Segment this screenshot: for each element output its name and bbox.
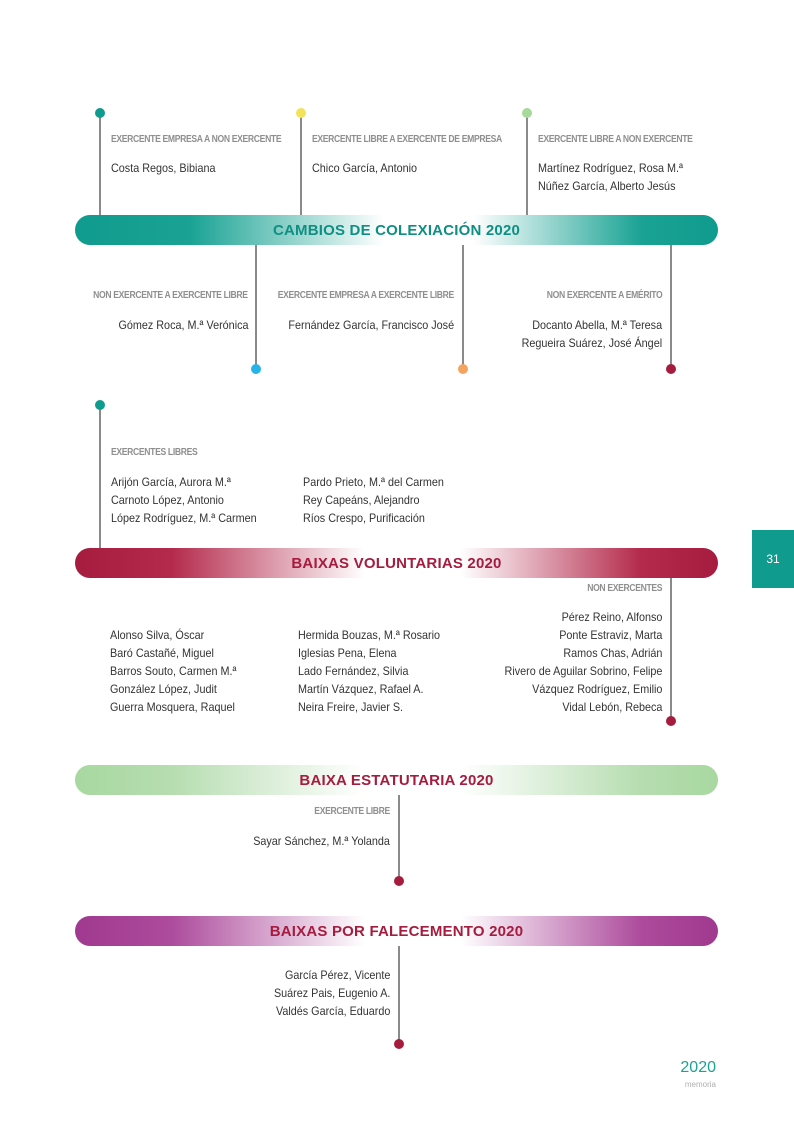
name-list [118,316,248,334]
footer-word: memoria [684,1080,716,1089]
section-title: CAMBIOS DE COLEXIACIÓN 2020 [272,221,521,239]
person-name: Martínez Rodríguez, Rosa M.ª [538,161,684,175]
person-name: Ríos Crespo, Purificación [303,511,425,525]
timeline-connector [526,113,528,215]
person-name: López Rodríguez, M.ª Carmen [111,511,257,525]
person-name: Pardo Prieto, M.ª del Carmen [303,475,444,489]
category-label: EXERCENTE EMPRESA A EXERCENTE LIBRE [277,290,454,301]
timeline-connector [398,946,400,1044]
section-banner-voluntarias [75,548,718,578]
person-name: Docanto Abella, M.ª Teresa [532,318,662,332]
footer-year: 2020 [680,1059,716,1076]
person-name: Arijón García, Aurora M.ª [111,475,231,489]
page-number: 31 [766,552,780,566]
person-name: Iglesias Pena, Elena [298,646,397,660]
name-list [522,316,662,352]
name-list [253,832,390,850]
category-label: EXERCENTES LIBRES [111,447,198,458]
person-name: Baró Castañé, Miguel [110,646,214,660]
name-list [110,626,236,716]
name-list [312,159,417,177]
name-list [298,626,440,716]
person-name: Ramos Chas, Adrián [562,646,662,660]
category-label: EXERCENTE EMPRESA A NON EXERCENTE [111,134,282,145]
person-name: Sayar Sánchez, M.ª Yolanda [253,834,390,848]
name-list [111,159,215,177]
category-label: NON EXERCENTE A EMÉRITO [546,290,662,301]
section-title: BAIXAS VOLUNTARIAS 2020 [291,554,502,572]
person-name: Neira Freire, Javier S. [298,700,404,714]
person-name: Pérez Reino, Alfonso [561,610,662,624]
section-banner-cambios [75,215,718,245]
section-banner-falecemento [75,916,718,946]
category-label: EXERCENTE LIBRE A NON EXERCENTE [538,134,693,145]
person-name: Barros Souto, Carmen M.ª [110,664,237,678]
category-label: EXERCENTE LIBRE A EXERCENTE DE EMPRESA [312,134,502,145]
name-list [274,966,390,1020]
person-name: Fernández García, Francisco José [288,318,454,332]
timeline-dot [394,876,404,886]
person-name: Rey Capeáns, Alejandro [303,493,420,507]
name-list [303,473,444,527]
person-name: Núñez García, Alberto Jesús [538,179,676,193]
section-title: BAIXAS POR FALECEMENTO 2020 [269,922,524,940]
timeline-connector [300,113,302,215]
timeline-dot [95,400,105,410]
section-banner-estatutaria [75,765,718,795]
timeline-connector [99,405,101,548]
timeline-connector [398,795,400,881]
person-name: Martín Vázquez, Rafael A. [298,682,424,696]
person-name: Vázquez Rodríguez, Emilio [531,682,662,696]
person-name: Vidal Lebón, Rebeca [561,700,662,714]
category-label: EXERCENTE LIBRE [314,806,390,817]
person-name: Hermida Bouzas, M.ª Rosario [298,628,441,642]
timeline-dot [458,364,468,374]
timeline-dot [251,364,261,374]
section-title: BAIXA ESTATUTARIA 2020 [299,771,494,789]
timeline-dot [522,108,532,118]
person-name: Gómez Roca, M.ª Verónica [117,318,248,332]
timeline-connector [255,245,257,369]
person-name: Regueira Suárez, José Ángel [521,336,662,350]
person-name: Alonso Silva, Óscar [110,628,205,642]
timeline-connector [670,578,672,721]
timeline-dot [95,108,105,118]
timeline-connector [670,245,672,369]
name-list [538,159,683,195]
person-name: Costa Regos, Bibiana [111,161,216,175]
category-label: NON EXERCENTES [587,583,662,594]
timeline-dot [394,1039,404,1049]
person-name: Carnoto López, Antonio [111,493,224,507]
timeline-connector [462,245,464,369]
person-name: Lado Fernández, Silvia [298,664,409,678]
person-name: Rivero de Aguilar Sobrino, Felipe [504,664,662,678]
person-name: Valdés García, Eduardo [275,1004,390,1018]
timeline-dot [296,108,306,118]
timeline-connector [99,113,101,215]
person-name: Guerra Mosquera, Raquel [110,700,235,714]
person-name: González López, Judit [110,682,217,696]
timeline-dot [666,716,676,726]
person-name: Ponte Estraviz, Marta [558,628,662,642]
name-list [288,316,454,334]
person-name: García Pérez, Vicente [284,968,390,982]
name-list [111,473,257,527]
person-name: Suárez Pais, Eugenio A. [273,986,390,1000]
person-name: Chico García, Antonio [312,161,418,175]
category-label: NON EXERCENTE A EXERCENTE LIBRE [93,290,248,301]
name-list [504,608,662,716]
page-number-tab [752,530,794,588]
timeline-dot [666,364,676,374]
